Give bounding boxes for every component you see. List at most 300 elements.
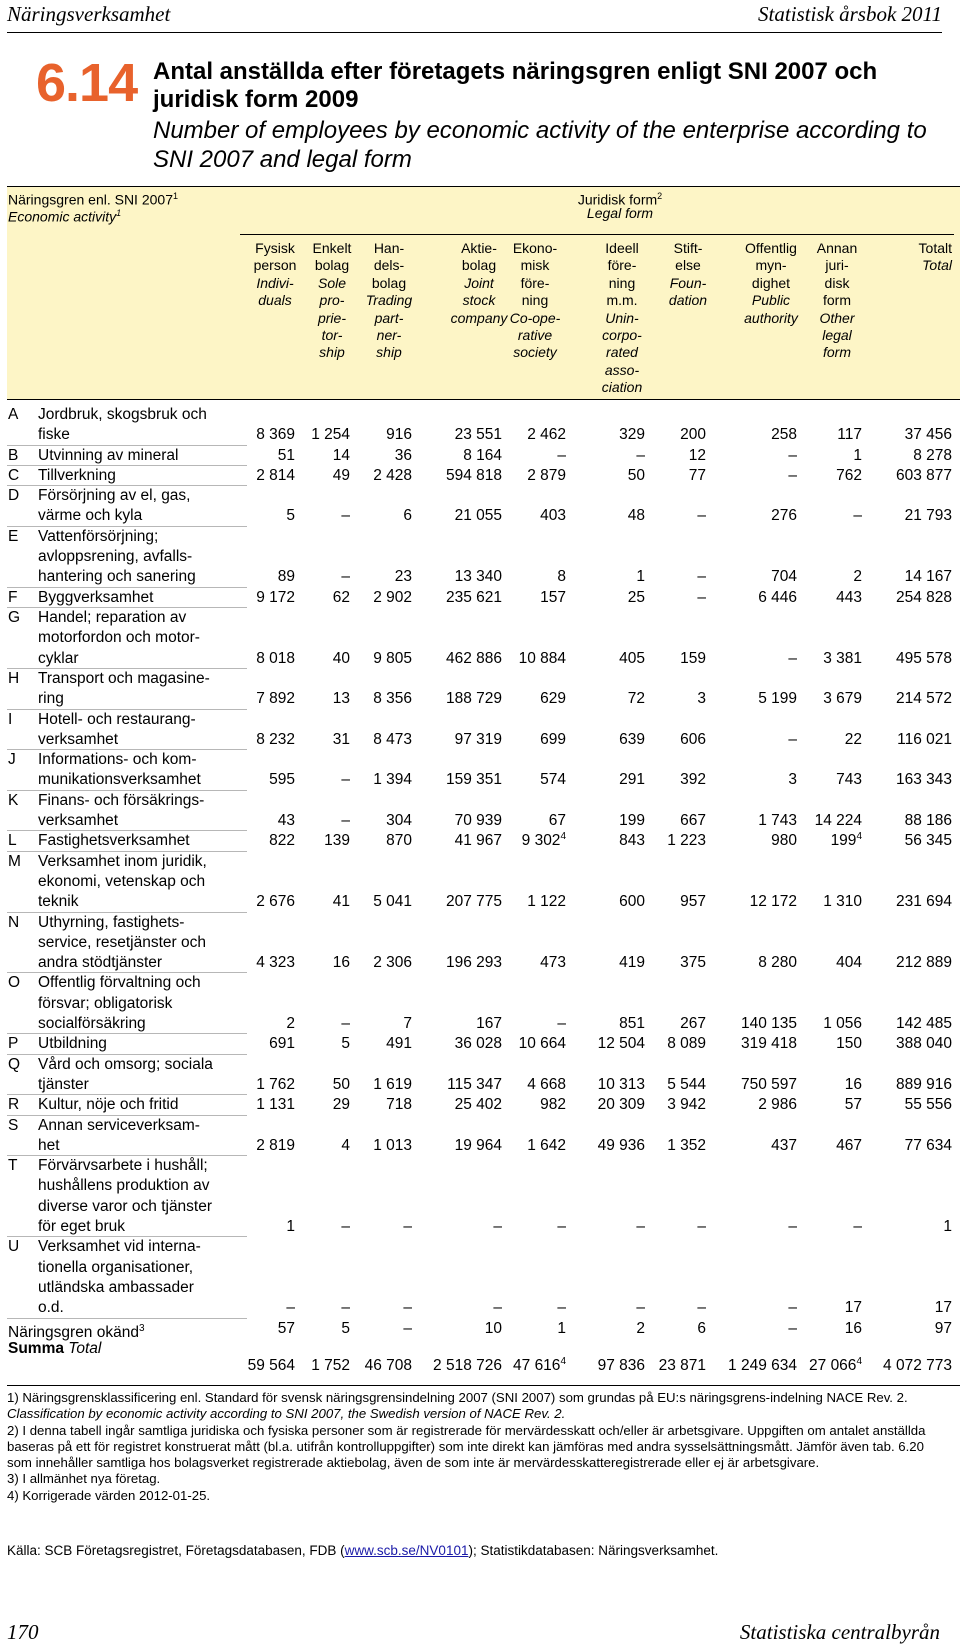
value-cell: 200 xyxy=(680,426,706,444)
value-cell: 21 793 xyxy=(904,507,952,525)
value-cell: 5 041 xyxy=(373,893,412,911)
value-cell: 23 871 xyxy=(658,1357,706,1375)
value-cell: 17 xyxy=(844,1299,862,1317)
value-cell: 57 xyxy=(844,1096,862,1114)
table-title-english: Number of employees by economic activity of the enterprise according to SNI 2007 and legal form xyxy=(153,117,927,173)
row-code: G xyxy=(8,609,21,626)
column-header-sv: före- xyxy=(607,257,637,274)
column-header-sv: Enkelt xyxy=(312,240,352,256)
value-cell: 2 306 xyxy=(373,954,412,972)
value-cell: 437 xyxy=(771,1136,797,1154)
value-cell: 57 xyxy=(277,1319,295,1337)
value-cell: 982 xyxy=(540,1096,566,1114)
column-header xyxy=(356,240,422,362)
value-cell: 27 $066^4$ xyxy=(809,1355,862,1375)
column-header-sv: Stift- xyxy=(673,240,703,256)
value-cell: 36 xyxy=(394,446,412,464)
value-cell: 743 xyxy=(836,771,862,789)
table-body xyxy=(0,405,960,1375)
value-cell: 329 xyxy=(619,426,645,444)
value-cell: 5 199 xyxy=(758,690,797,708)
value-cell: 13 340 xyxy=(454,568,502,586)
value-cell: 1 013 xyxy=(373,1136,412,1154)
value-cell: 1 743 xyxy=(758,811,797,829)
value-cell: 8 356 xyxy=(373,690,412,708)
table-row xyxy=(0,669,960,710)
value-cell: 5 xyxy=(341,1035,350,1053)
column-header xyxy=(726,240,816,327)
row-code: N xyxy=(8,913,20,931)
publisher-name: Statistiska centralbyrån xyxy=(739,1620,940,1644)
table-row xyxy=(0,1237,960,1318)
value-cell: 19 964 xyxy=(454,1136,502,1154)
value-cell: 10 xyxy=(484,1319,502,1337)
footnote: 3) I allmänhet nya företag. xyxy=(7,1471,161,1487)
row-code: U xyxy=(8,1238,20,1256)
value-cell: 2 428 xyxy=(373,466,412,484)
row-label: Offentlig förvaltning och försvar; obligatorisk socialförsäkring xyxy=(38,974,201,1032)
value-cell: 8 278 xyxy=(913,446,952,464)
row-label: Handel; reparation av motorfordon och motor- cyklar xyxy=(38,609,200,667)
value-cell: 603 877 xyxy=(895,466,952,484)
row-label: Näringsgren okänd$^3$ xyxy=(8,1322,145,1341)
row-label: Vård och omsorg; sociala tjänster xyxy=(38,1055,213,1093)
row-label: Verksamhet inom juridik, ekonomi, vetenskap och teknik xyxy=(38,852,207,911)
value-cell: 843 xyxy=(619,832,645,850)
value-cell: 7 xyxy=(403,1014,412,1032)
column-header xyxy=(301,240,363,362)
value-cell: 67 xyxy=(548,811,566,829)
value-cell: 980 xyxy=(771,832,797,850)
table-row xyxy=(0,1319,960,1339)
column-header xyxy=(240,240,310,310)
table-number: 6.14 xyxy=(36,53,138,113)
value-cell: 699 xyxy=(540,730,566,748)
value-cell: 48 xyxy=(627,507,645,525)
value-cell: 1 xyxy=(636,568,645,586)
value-cell: 1 xyxy=(943,1217,952,1235)
value-cell: 8 473 xyxy=(373,730,412,748)
value-cell: 97 319 xyxy=(454,730,502,748)
value-cell: $199^4$ xyxy=(830,831,862,850)
value-cell: – xyxy=(636,1217,645,1235)
value-cell: 62 xyxy=(332,588,350,606)
yearbook-name: Statistisk årsbok 2011 xyxy=(758,2,942,26)
value-cell: – xyxy=(636,1299,645,1317)
row-code: S xyxy=(8,1116,19,1134)
value-cell: 718 xyxy=(386,1096,412,1114)
column-header-en: asso- xyxy=(604,361,640,378)
value-cell: 163 343 xyxy=(895,771,952,789)
value-cell: 12 504 xyxy=(597,1035,645,1053)
value-cell: 889 916 xyxy=(895,1075,952,1093)
value-cell: 3 381 xyxy=(823,649,862,667)
value-cell: 140 135 xyxy=(740,1014,797,1032)
value-cell: 8 369 xyxy=(256,426,295,444)
footnote: 4) Korrigerade värden 2012-01-25. xyxy=(7,1487,211,1503)
value-cell: 3 679 xyxy=(823,690,862,708)
column-header-sv: person xyxy=(253,257,297,274)
value-cell: 4 323 xyxy=(256,954,295,972)
column-header-sv: Ideell xyxy=(605,240,639,256)
header-rule xyxy=(7,32,942,33)
value-cell: 600 xyxy=(619,893,645,911)
value-cell: 594 818 xyxy=(445,466,502,484)
value-cell: 157 xyxy=(540,588,566,606)
value-cell: 1 642 xyxy=(527,1136,566,1154)
value-cell: 1 254 xyxy=(311,426,350,444)
value-cell: – xyxy=(853,507,862,525)
value-cell: 8 089 xyxy=(667,1035,706,1053)
value-cell: 851 xyxy=(619,1014,645,1032)
value-cell: 2 518 726 xyxy=(433,1357,502,1375)
table-row xyxy=(0,1034,960,1054)
value-cell: – xyxy=(341,1014,350,1032)
column-header-sv: bolag xyxy=(461,257,497,274)
row-code: C xyxy=(8,466,20,484)
table-row xyxy=(0,1055,960,1096)
table-row xyxy=(0,1095,960,1115)
value-cell: 29 xyxy=(332,1096,350,1114)
value-cell: 31 xyxy=(332,730,350,748)
column-header xyxy=(658,240,718,310)
value-cell: 1 752 xyxy=(311,1357,350,1375)
value-cell: – xyxy=(341,507,350,525)
row-code: R xyxy=(8,1096,20,1114)
value-cell: 16 xyxy=(844,1319,862,1337)
value-cell: 43 xyxy=(277,811,295,829)
value-cell: 403 xyxy=(540,507,566,525)
value-cell: 404 xyxy=(836,954,862,972)
column-header-en: company xyxy=(450,309,508,326)
value-cell: – xyxy=(788,1319,797,1337)
value-cell: 2 819 xyxy=(256,1136,295,1154)
value-cell: 117 xyxy=(837,426,862,444)
column-header-sv: disk xyxy=(824,274,850,291)
value-cell: 17 xyxy=(934,1299,952,1317)
value-cell: 50 xyxy=(332,1075,350,1093)
column-header-en: Foun- xyxy=(669,274,707,291)
column-header-sv: ning xyxy=(521,292,549,309)
value-cell: 405 xyxy=(619,649,645,667)
column-header-en: dation xyxy=(668,292,708,309)
value-cell: 667 xyxy=(680,811,706,829)
column-header-en: ner- xyxy=(376,327,402,344)
value-cell: 2 986 xyxy=(758,1096,797,1114)
value-cell: 388 040 xyxy=(895,1035,952,1053)
value-cell: 159 xyxy=(680,649,706,667)
value-cell: 3 942 xyxy=(667,1096,706,1114)
value-cell: 2 676 xyxy=(256,893,295,911)
value-cell: 443 xyxy=(836,588,862,606)
value-cell: 25 402 xyxy=(454,1096,502,1114)
value-cell: 258 xyxy=(771,426,797,444)
value-cell: 750 597 xyxy=(740,1075,797,1093)
value-cell: 1 249 634 xyxy=(728,1357,797,1375)
value-cell: 36 028 xyxy=(454,1035,502,1053)
row-code: O xyxy=(8,974,21,992)
row-label: Finans- och försäkrings- verksamhet xyxy=(38,791,205,829)
value-cell: 77 xyxy=(688,466,706,484)
value-cell: 2 xyxy=(853,568,862,586)
column-header-sv: bolag xyxy=(371,274,407,291)
row-code: P xyxy=(8,1035,19,1053)
value-cell: 2 814 xyxy=(256,466,295,484)
value-cell: 25 xyxy=(627,588,645,606)
table-row xyxy=(0,973,960,1034)
value-cell: 40 xyxy=(332,649,350,667)
value-cell: 491 xyxy=(386,1035,412,1053)
value-cell: 574 xyxy=(540,771,566,789)
table-row xyxy=(0,446,960,466)
value-cell: 159 351 xyxy=(445,771,502,789)
value-cell: 822 xyxy=(269,832,295,850)
value-cell: 77 634 xyxy=(904,1136,952,1154)
table-row xyxy=(0,710,960,751)
value-cell: 16 xyxy=(844,1075,862,1093)
value-cell: 212 889 xyxy=(895,954,952,972)
row-label: Kultur, nöje och fritid xyxy=(38,1096,179,1114)
row-label: Utbildning xyxy=(38,1035,107,1053)
value-cell: 639 xyxy=(619,730,645,748)
table-row xyxy=(0,1116,960,1157)
table-row xyxy=(0,486,960,527)
column-header-en: duals xyxy=(258,292,292,309)
source-link[interactable]: www.scb.se/NV0101 xyxy=(344,1543,469,1558)
value-cell: 2 879 xyxy=(527,466,566,484)
column-header-sv: Annan xyxy=(816,240,858,256)
value-cell: 150 xyxy=(836,1035,862,1053)
value-cell: – xyxy=(341,1217,350,1235)
value-cell: – xyxy=(557,1217,566,1235)
table-row xyxy=(0,466,960,486)
value-cell: 1 223 xyxy=(667,832,706,850)
column-header-sv: Han- xyxy=(373,240,405,256)
row-label: Förvärvsarbete i hushåll; hushållens produktion av diverse varor och tjänster för eget bruk xyxy=(38,1157,213,1235)
column-header-en: Trading xyxy=(365,292,413,309)
column-header xyxy=(882,240,952,275)
value-cell: 235 621 xyxy=(445,588,502,606)
value-cell: 20 309 xyxy=(597,1096,645,1114)
value-cell: 88 186 xyxy=(904,811,952,829)
value-cell: 22 xyxy=(844,730,862,748)
value-cell: – xyxy=(557,1014,566,1032)
value-cell: 21 055 xyxy=(454,507,502,525)
value-cell: 304 xyxy=(386,811,412,829)
value-cell: 276 xyxy=(771,507,797,525)
value-cell: – xyxy=(788,1299,797,1317)
value-cell: 12 172 xyxy=(749,893,797,911)
row-code: T xyxy=(8,1157,18,1175)
table-row xyxy=(0,1156,960,1237)
row-code: A xyxy=(8,406,19,423)
column-header-en: ship xyxy=(319,344,345,361)
value-cell: 14 167 xyxy=(904,568,952,586)
table-row xyxy=(0,852,960,913)
value-cell: 629 xyxy=(540,690,566,708)
row-label: Fastighetsverksamhet xyxy=(38,832,190,850)
value-cell: – xyxy=(788,466,797,484)
value-cell: 37 456 xyxy=(904,426,952,444)
row-code: D xyxy=(8,487,20,505)
column-header-en: Indivi- xyxy=(256,274,294,291)
column-header-sv: bolag xyxy=(314,257,350,274)
value-cell: 6 xyxy=(403,507,412,525)
row-label: Jordbruk, skogsbruk och fiske xyxy=(38,406,207,444)
value-cell: 2 xyxy=(286,1014,295,1032)
column-header-en: Total xyxy=(922,257,952,274)
row-label: Annan serviceverksam- het xyxy=(38,1116,200,1154)
value-cell: 10 664 xyxy=(518,1035,566,1053)
legal-form-heading-english: Legal form xyxy=(586,205,654,221)
value-cell: – xyxy=(493,1299,502,1317)
column-header-en: stock xyxy=(462,292,496,309)
value-cell: 89 xyxy=(277,568,295,586)
page-number: 170 xyxy=(7,1620,39,1644)
column-header-sv: dels- xyxy=(373,257,405,274)
value-cell: 207 775 xyxy=(445,893,502,911)
column-header-en: ship xyxy=(376,344,402,361)
value-cell: 462 886 xyxy=(445,649,502,667)
column-header-sv: m.m. xyxy=(606,292,638,309)
value-cell: 7 892 xyxy=(256,690,295,708)
value-cell: 3 xyxy=(788,771,797,789)
value-cell: 691 xyxy=(269,1035,295,1053)
value-cell: 115 347 xyxy=(447,1075,502,1093)
value-cell: – xyxy=(788,730,797,748)
row-code: F xyxy=(8,588,18,606)
value-cell: – xyxy=(788,446,797,464)
value-cell: 1 762 xyxy=(256,1075,295,1093)
column-header-sv: Totalt xyxy=(918,240,952,256)
value-cell: – xyxy=(853,1217,862,1235)
value-cell: 1 619 xyxy=(373,1075,412,1093)
value-cell: 51 xyxy=(277,446,295,464)
value-cell: – xyxy=(403,1217,412,1235)
value-cell: 1 352 xyxy=(667,1136,706,1154)
value-cell: 8 xyxy=(557,568,566,586)
value-cell: – xyxy=(403,1319,412,1337)
row-code: K xyxy=(8,791,19,809)
row-code: L xyxy=(8,832,17,850)
column-header-en: legal xyxy=(822,327,852,344)
row-label: Verksamhet vid interna- tionella organisationer, utländska ambassader o.d. xyxy=(38,1238,201,1317)
value-cell: 267 xyxy=(680,1014,706,1032)
value-cell: 72 xyxy=(627,690,645,708)
value-cell: 14 224 xyxy=(814,811,862,829)
column-header-sv: före- xyxy=(520,274,550,291)
value-cell: – xyxy=(788,1217,797,1235)
value-cell: 8 232 xyxy=(256,730,295,748)
value-cell: 13 xyxy=(332,690,350,708)
column-header-sv: Offentlig xyxy=(745,240,797,256)
value-cell: – xyxy=(493,1217,502,1235)
legal-form-heading-swedish: Juridisk form$^2$ xyxy=(577,191,663,208)
value-cell: 916 xyxy=(386,426,412,444)
column-header xyxy=(502,240,568,362)
column-header-en: Other xyxy=(819,309,855,326)
row-label: Byggverksamhet xyxy=(38,588,154,606)
footnote: 1) Näringsgrensklassificering enl. Standard för svensk näringsgrensindelning 2007 (SNI 2007) som grundas på EU:s näringsgrens-indelning NACE Rev. 2. Classification by economic activity according to SNI 2007, the Swedish version of NACE Rev. 2. xyxy=(7,1390,908,1422)
value-cell: – xyxy=(636,446,645,464)
value-cell: 14 xyxy=(332,446,350,464)
column-header xyxy=(807,240,867,362)
table-bottom-rule xyxy=(7,1385,960,1386)
value-cell: 139 xyxy=(324,832,350,850)
column-header-sv: else xyxy=(675,257,701,274)
value-cell: 59 564 xyxy=(247,1357,295,1375)
value-cell: 12 xyxy=(688,446,706,464)
value-cell: 231 694 xyxy=(895,893,952,911)
table-row xyxy=(0,527,960,588)
column-header-en: Joint xyxy=(464,274,494,291)
row-label: Utvinning av mineral xyxy=(38,446,179,464)
value-cell: 46 708 xyxy=(364,1357,412,1375)
column-header-en: part- xyxy=(374,309,404,326)
row-code: E xyxy=(8,527,19,545)
stub-heading-swedish: Näringsgren enl. SNI 2007$^1$ xyxy=(8,191,179,208)
value-cell: 167 xyxy=(476,1014,502,1032)
table-row xyxy=(0,608,960,669)
column-header-sv: form xyxy=(823,292,851,309)
value-cell: 3 xyxy=(697,690,706,708)
value-cell: 10 884 xyxy=(518,649,566,667)
value-cell: 16 xyxy=(332,954,350,972)
column-header-sv: ning xyxy=(608,274,636,291)
table-row xyxy=(0,791,960,832)
value-cell: 142 485 xyxy=(895,1014,952,1032)
value-cell: 49 xyxy=(332,466,350,484)
value-cell: 6 xyxy=(697,1319,706,1337)
value-cell: – xyxy=(697,568,706,586)
value-cell: – xyxy=(697,1299,706,1317)
row-code: H xyxy=(8,669,20,687)
source-note: Källa: SCB Företagsregistret, Företagsdatabasen, FDB (www.scb.se/NV0101); Statistikdatabasen: Näringsverksamhet. xyxy=(7,1543,719,1558)
value-cell: 47 $616^4$ xyxy=(513,1355,566,1375)
value-cell: 419 xyxy=(619,954,645,972)
column-header-en: rative xyxy=(517,327,553,344)
value-cell: 97 xyxy=(934,1319,952,1337)
stub-heading-english: Economic activity$^1$ xyxy=(8,208,122,225)
value-cell: 1 310 xyxy=(823,893,862,911)
value-cell: 1 xyxy=(557,1319,566,1337)
footnote: 2) I denna tabell ingår samtliga juridiska och fysiska personer som är registrerade för mervärdesskatt och/eller är arbetsgivare. Uppgiften om antalet anställda baseras på ett för registret konstruerat mått (bl.a. utifrån kontrolluppgifter) som inte direkt kan jämföras med andra sysselsättningsmått. Jämför även tab. 6.20 som innehåller samtliga hos bolagsverket registrerade aktiebolag, även de som inte är mervärdesskatteregistrerade eller ej är arbetsgivare. xyxy=(7,1422,926,1471)
value-cell: 291 xyxy=(619,771,645,789)
column-header-en: Unin- xyxy=(605,309,639,326)
column-header-sv: Aktie- xyxy=(461,240,497,256)
value-cell: 56 345 xyxy=(904,832,952,850)
value-cell: – xyxy=(341,771,350,789)
value-cell: 8 280 xyxy=(758,954,797,972)
table-row xyxy=(0,831,960,851)
value-cell: 196 293 xyxy=(445,954,502,972)
row-label: Uthyrning, fastighets- service, resetjänster och andra stödtjänster xyxy=(38,913,206,972)
value-cell: – xyxy=(557,446,566,464)
value-cell: – xyxy=(788,649,797,667)
value-cell: – xyxy=(403,1299,412,1317)
value-cell: 199 xyxy=(619,811,645,829)
column-header-en: society xyxy=(513,344,557,361)
table-row xyxy=(0,405,960,446)
value-cell: – xyxy=(697,507,706,525)
column-header-sv: Fysisk xyxy=(255,240,295,256)
value-cell: 473 xyxy=(540,954,566,972)
value-cell: 957 xyxy=(680,893,706,911)
value-cell: 5 xyxy=(341,1319,350,1337)
value-cell: 5 xyxy=(286,507,295,525)
column-header-en: corpo- xyxy=(602,327,642,344)
legal-form-rule xyxy=(240,234,954,235)
